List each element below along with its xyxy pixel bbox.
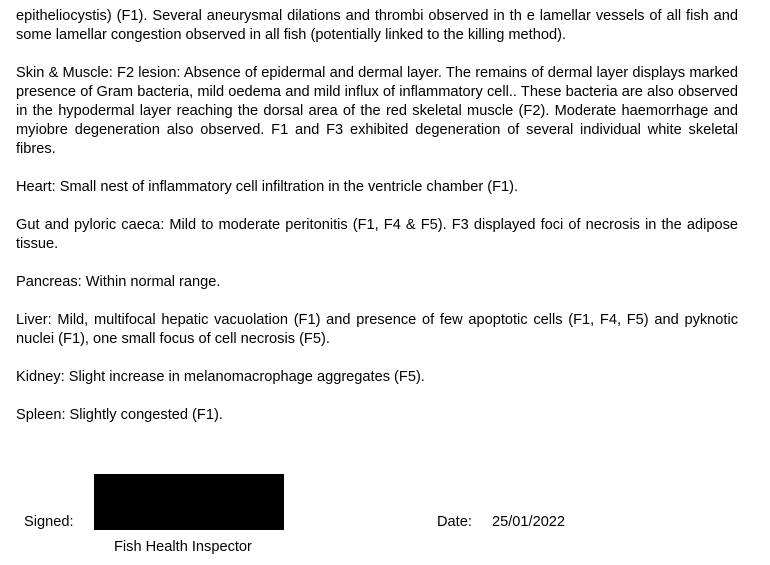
heart-paragraph: Heart: Small nest of inflammatory cell infiltration in the ventricle chamber (F1). xyxy=(16,179,519,195)
pancreas-paragraph: Pancreas: Within normal range. xyxy=(16,274,221,290)
liver-paragraph: Liver: Mild, multifocal hepatic vacuolation (F1) and presence of few apoptotic cells (F1, F4, F5) and pyknotic nuclei (F1), one small focus of cell necrosis (F5). xyxy=(16,312,738,347)
gills-continued-paragraph: epitheliocystis) (F1). Several aneurysmal dilations and thrombi observed in th e lamellar vessels of all fish and some lamellar congestion observed in all fish (potentially linked to the killing method). xyxy=(16,8,738,43)
report-body xyxy=(16,7,738,444)
signed-label: Signed: xyxy=(24,514,74,530)
date-value: 25/01/2022 xyxy=(492,514,566,530)
redacted-signature xyxy=(94,474,284,530)
date-label: Date: xyxy=(437,514,472,530)
kidney-paragraph: Kidney: Slight increase in melanomacrophage aggregates (F5). xyxy=(16,369,425,385)
spleen-paragraph: Spleen: Slightly congested (F1). xyxy=(16,407,223,423)
gut-pyloric-caeca-paragraph: Gut and pyloric caeca: Mild to moderate peritonitis (F1, F4 & F5). F3 displayed foci of necrosis in the adipose tissue. xyxy=(16,217,738,252)
inspector-title: Fish Health Inspector xyxy=(114,539,252,555)
skin-muscle-paragraph: Skin & Muscle: F2 lesion: Absence of epidermal and dermal layer. The remains of dermal layer displays marked presence of Gram bacteria, mild oedema and mild influx of inflammatory cell.. These bacteria are also observed in the hypodermal layer reaching the dorsal area of the red skeletal muscle (F2). Moderate haemorrhage and myiobre degeneration also observed. F1 and F3 exhibited degeneration of several individual white skeletal fibres. xyxy=(16,65,738,157)
